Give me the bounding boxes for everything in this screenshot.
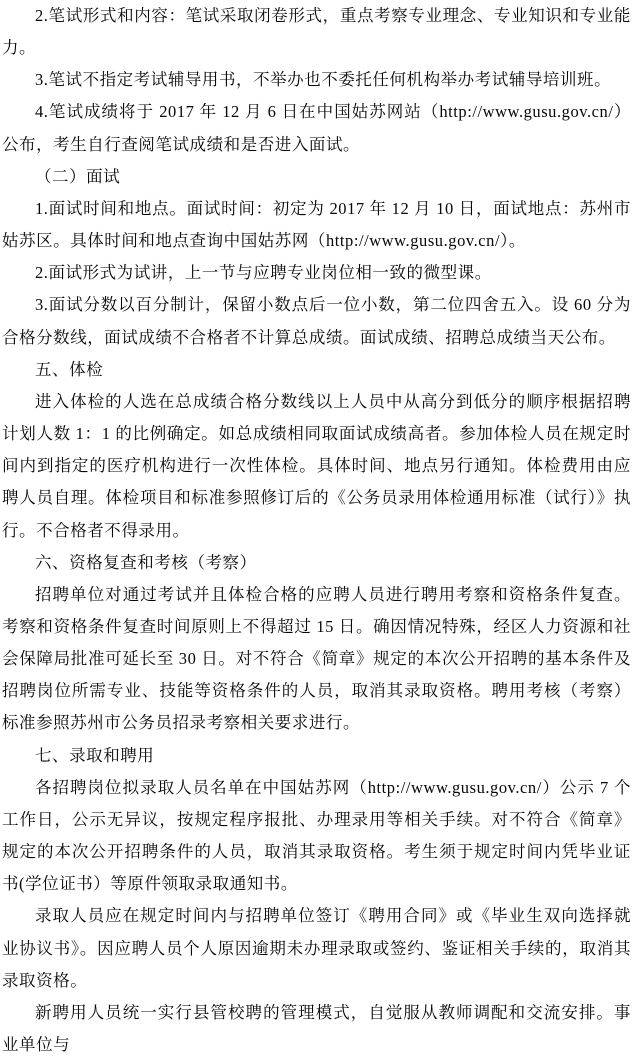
heading-qualification-review: 六、资格复查和考核（考察） (35, 552, 257, 572)
list-item-interview-scoring: 3.面试分数以百分制计，保留小数点后一位小数，第二位四舍五入。设 60 分为合格分数线，面试成绩不合格者不计算总成绩。面试成绩、招聘总成绩当天公布。 (2, 295, 631, 347)
list-item-interview-format: 2.面试形式为试讲，上一节与应聘专业岗位相一致的微型课。 (35, 263, 492, 283)
paragraph-contract-signing: 录取人员应在规定时间内与招聘单位签订《聘用合同》或《毕业生双向选择就业协议书》。因应聘人员个人原因逾期未办理录取或签约、鉴证相关手续的，取消其录取资格。 (2, 906, 631, 990)
paragraph-qualification-review: 招聘单位对通过考试并且体检合格的应聘人员进行聘用考察和资格条件复查。考察和资格条件复查时间原则上不得超过 15 日。确因情况特殊，经区人力资源和社会保障局批准可延长至 30 日。对不符合《简章》规定的本次公开招聘的基本条件及招聘岗位所需专业、技能等资格条件的人员，取消其录取资格。聘用考核（考察）标准参照苏州市公务员招录考察相关要求进行。 (2, 584, 631, 733)
list-item-no-tutoring: 3.笔试不指定考试辅导用书，不举办也不委托任何机构举办考试辅导培训班。 (35, 70, 612, 90)
paragraph-physical-exam: 进入体检的人选在总成绩合格分数线以上人员中从高分到低分的顺序根据招聘计划人数 1：1 的比例确定。如总成绩相同取面试成绩高者。参加体检人员在规定时间内到指定的医疗机构进行一次性体检。具体时间、地点另行通知。体检费用由应聘人员自理。体检项目和标准参照修订后的《公务员录用体检通用标准（试行）》执行。不合格者不得录用。 (2, 391, 631, 540)
heading-interview: （二）面试 (35, 166, 121, 186)
list-item-written-test-format: 2.笔试形式和内容：笔试采取闭卷形式，重点考察专业理念、专业知识和专业能力。 (2, 6, 631, 58)
heading-physical-exam: 五、体检 (35, 359, 104, 379)
list-item-written-test-results: 4.笔试成绩将于 2017 年 12 月 6 日在中国姑苏网站（http://www.gusu.gov.cn/）公布，考生自行查阅笔试成绩和是否进入面试。 (2, 102, 631, 154)
list-item-interview-time-place: 1.面试时间和地点。面试时间：初定为 2017 年 12 月 10 日，面试地点：苏州市姑苏区。具体时间和地点查询中国姑苏网（http://www.gusu.gov.cn/）。 (2, 198, 631, 251)
heading-admission-employment: 七、录取和聘用 (35, 745, 155, 765)
paragraph-management-model: 新聘用人员统一实行县管校聘的管理模式，自觉服从教师调配和交流安排。事业单位与 (2, 1002, 631, 1054)
paragraph-admission-publicity: 各招聘岗位拟录取人员名单在中国姑苏网（http://www.gusu.gov.cn/）公示 7 个工作日，公示无异议，按规定程序报批、办理录用等相关手续。对不符合《简章》规定的本次公开招聘条件的人员，取消其录取资格。考生须于规定时间内凭毕业证书(学位证书）等原件领取录取通知书。 (2, 777, 631, 894)
